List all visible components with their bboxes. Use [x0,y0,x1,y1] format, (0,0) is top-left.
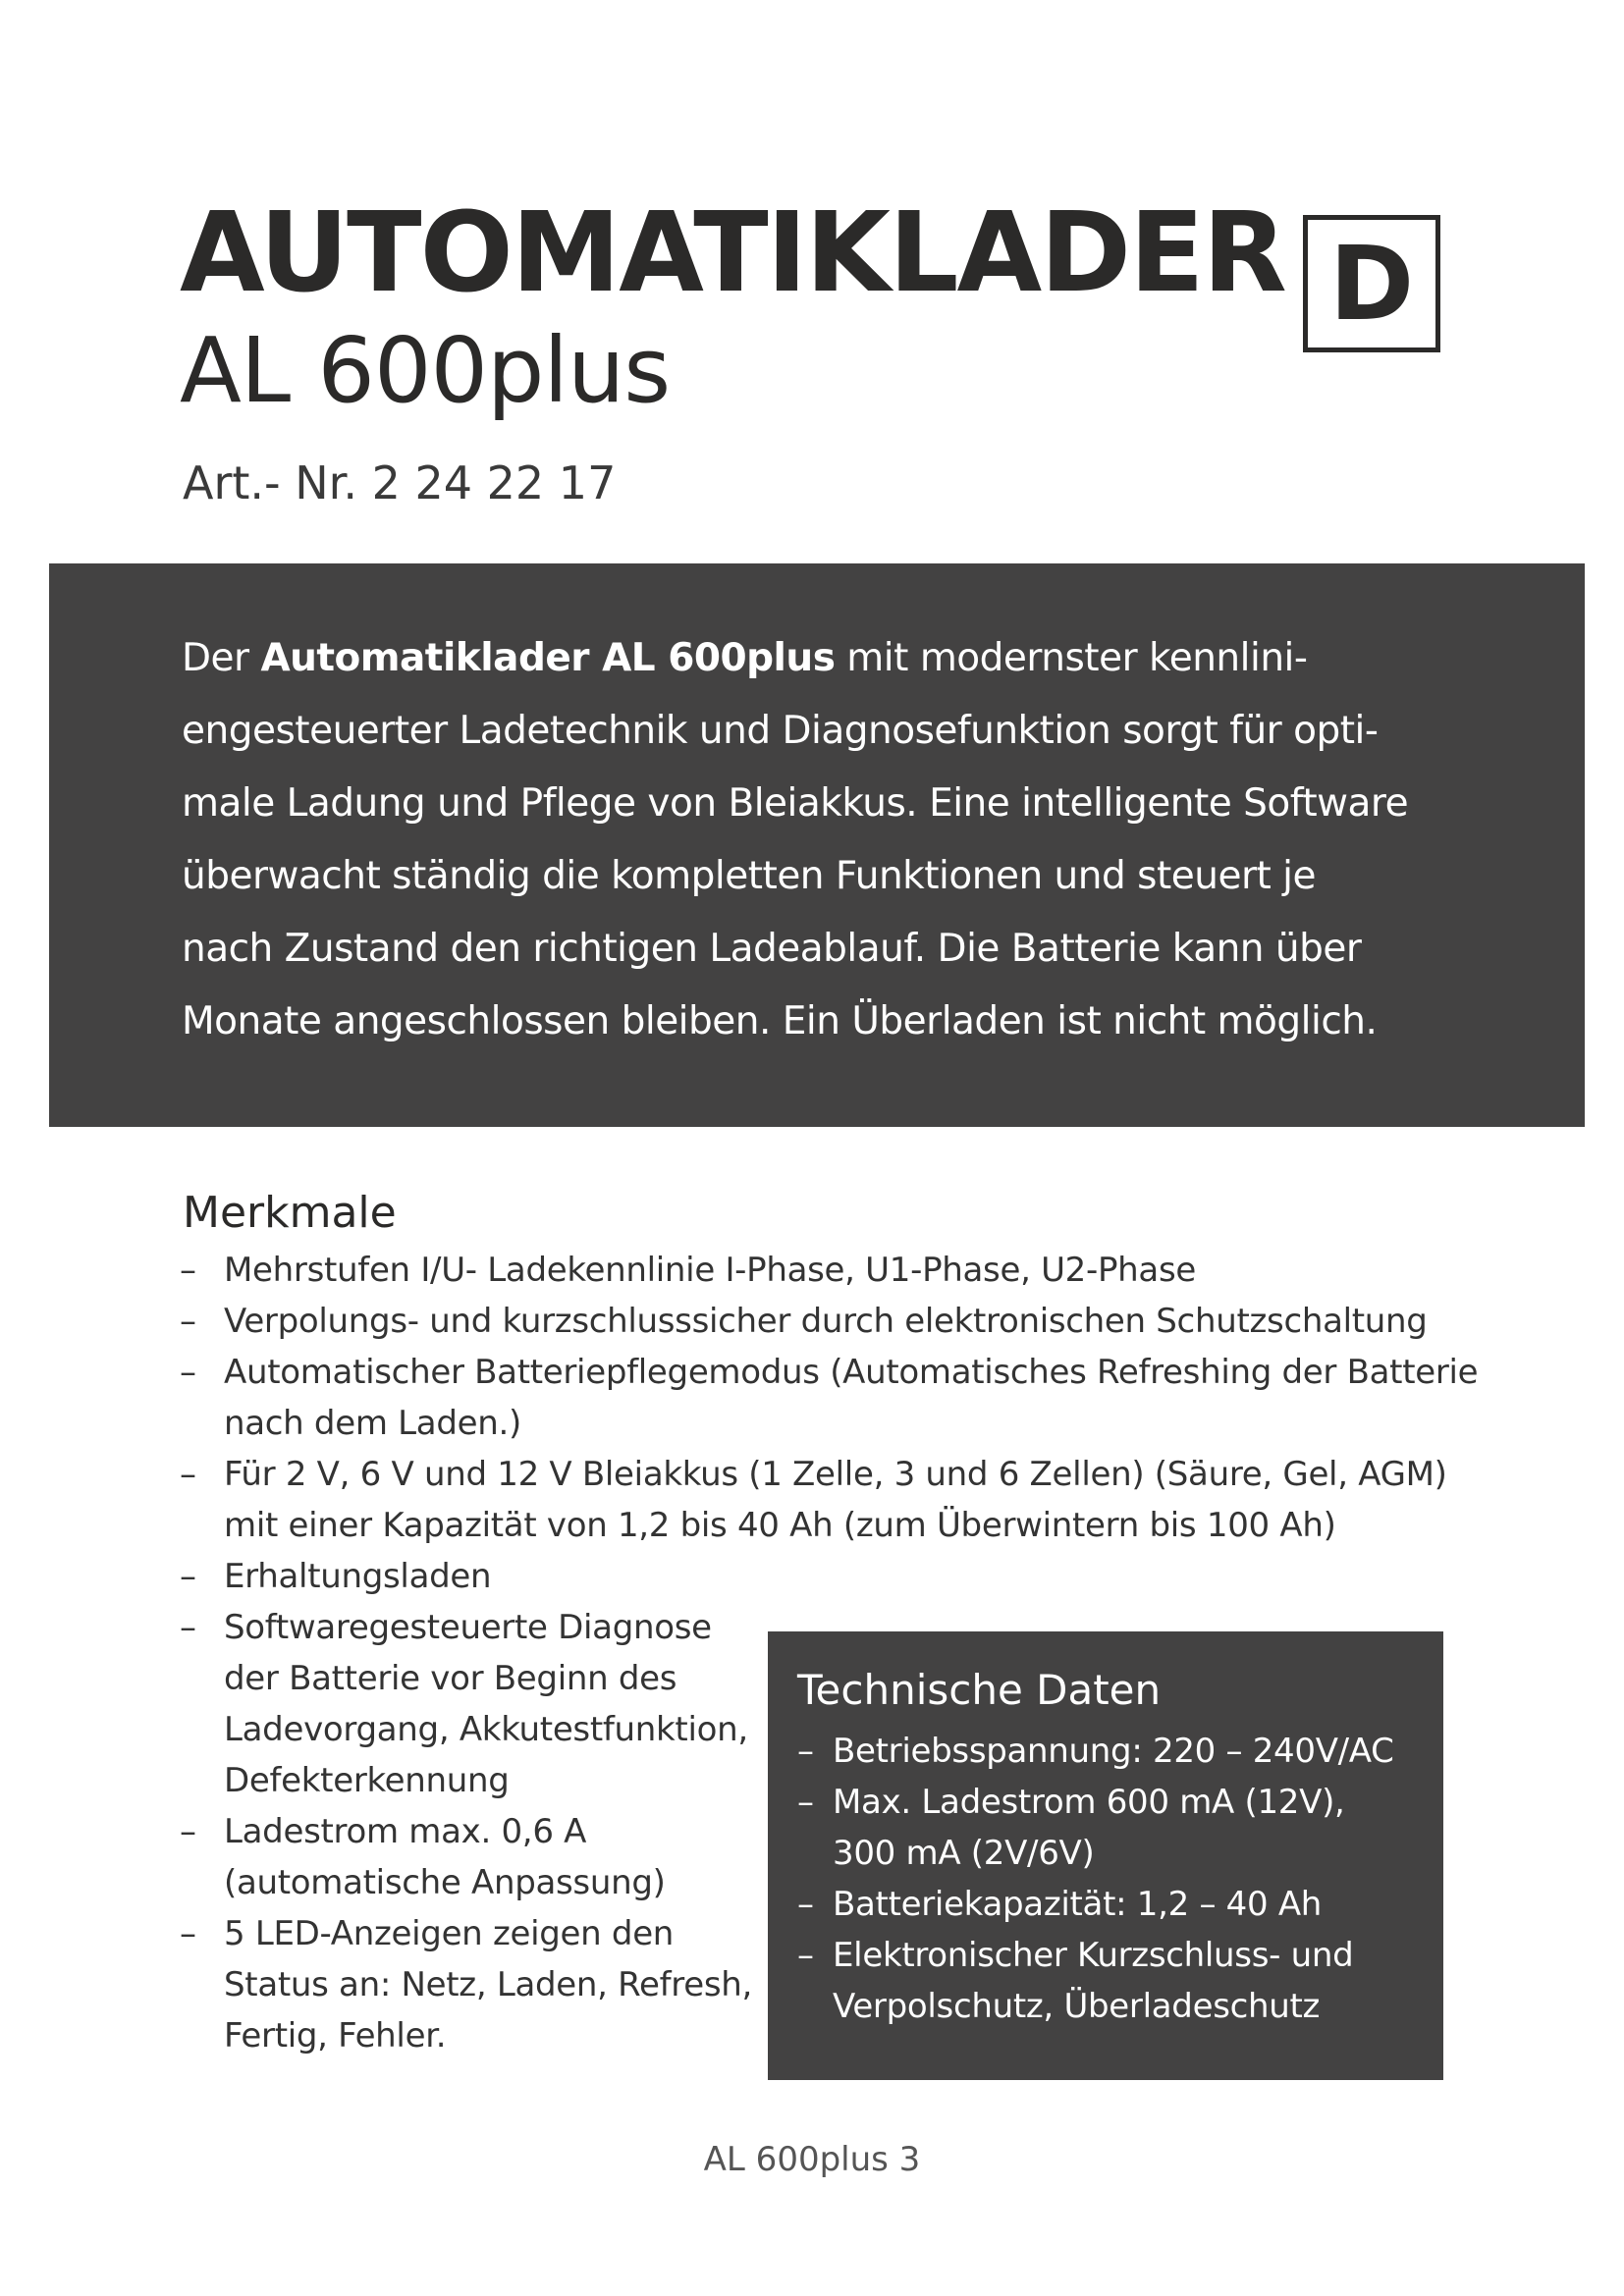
dash-bullet: – [797,1783,814,1822]
tech-specs-heading: Technische Daten [797,1666,1162,1714]
intro-text [182,622,1506,1058]
intro-line: male Ladung und Pflege von Bleiakkus. Eine intelligente Software [182,781,1409,826]
product-title: AUTOMATIKLADER [180,189,1285,317]
intro-line: Monate angeschlossen bleiben. Ein Überladen ist nicht möglich. [182,999,1378,1043]
feature-item: – Ladestrom max. 0,6 A (automatische Anpassung) [180,1806,784,1908]
dash-bullet: – [180,1608,196,1647]
dash-bullet: – [180,1557,196,1596]
language-badge: D [1303,215,1440,352]
feature-item: – 5 LED-Anzeigen zeigen den Status an: Netz, Laden, Refresh, Fertig, Fehler. [180,1908,784,2061]
tech-spec-item: – Batteriekapazität: 1,2 – 40 Ah [797,1879,1443,1930]
product-name-bold: Automatiklader AL 600plus [260,636,836,680]
dash-bullet: – [797,1732,814,1771]
tech-specs-box [768,1631,1443,2080]
page-footer: AL 600plus 3 [703,2140,921,2179]
tech-spec-item: – Max. Ladestrom 600 mA (12V), 300 mA (2V/6V) [797,1777,1443,1879]
feature-item: – Erhaltungsladen [180,1551,1495,1602]
features-heading: Merkmale [183,1188,397,1238]
intro-line: engesteuerter Ladetechnik und Diagnosefunktion sorgt für opti- [182,709,1379,753]
article-number: Art.- Nr. 2 24 22 17 [183,456,617,509]
dash-bullet: – [180,1353,196,1392]
dash-bullet: – [180,1812,196,1851]
tech-spec-item: – Elektronischer Kurzschluss- und Verpolschutz, Überladeschutz [797,1930,1443,2032]
feature-item: – Automatischer Batteriepflegemodus (Automatisches Refreshing der Batterie nach dem Laden.) [180,1347,1495,1449]
dash-bullet: – [797,1885,814,1924]
dash-bullet: – [180,1455,196,1494]
feature-item: – Mehrstufen I/U- Ladekennlinie I-Phase, U1-Phase, U2-Phase [180,1245,1495,1296]
dash-bullet: – [180,1302,196,1341]
intro-line: nach Zustand den richtigen Ladeablauf. Die Batterie kann über [182,927,1362,971]
feature-item: – Für 2 V, 6 V und 12 V Bleiakkus (1 Zelle, 3 und 6 Zellen) (Säure, Gel, AGM) mit einer Kapazität von 1,2 bis 40 Ah (zum Überwintern bis 100 Ah) [180,1449,1495,1551]
intro-line: Der Automatiklader AL 600plus mit modernster kennlini- [182,636,1308,680]
feature-item: – Softwaregesteuerte Diagnose der Batterie vor Beginn des Ladevorgang, Akkutestfunktion, Defekterkennung [180,1602,784,1806]
dash-bullet: – [797,1936,814,1975]
tech-specs-list [797,1726,1443,2032]
intro-line: überwacht ständig die kompletten Funktionen und steuert je [182,854,1317,898]
dash-bullet: – [180,1914,196,1953]
model-name: AL 600plus [180,318,671,423]
dash-bullet: – [180,1251,196,1290]
feature-item: – Verpolungs- und kurzschlusssicher durch elektronischen Schutzschaltung [180,1296,1495,1347]
tech-spec-item: – Betriebsspannung: 220 – 240V/AC [797,1726,1443,1777]
intro-box [49,563,1585,1127]
